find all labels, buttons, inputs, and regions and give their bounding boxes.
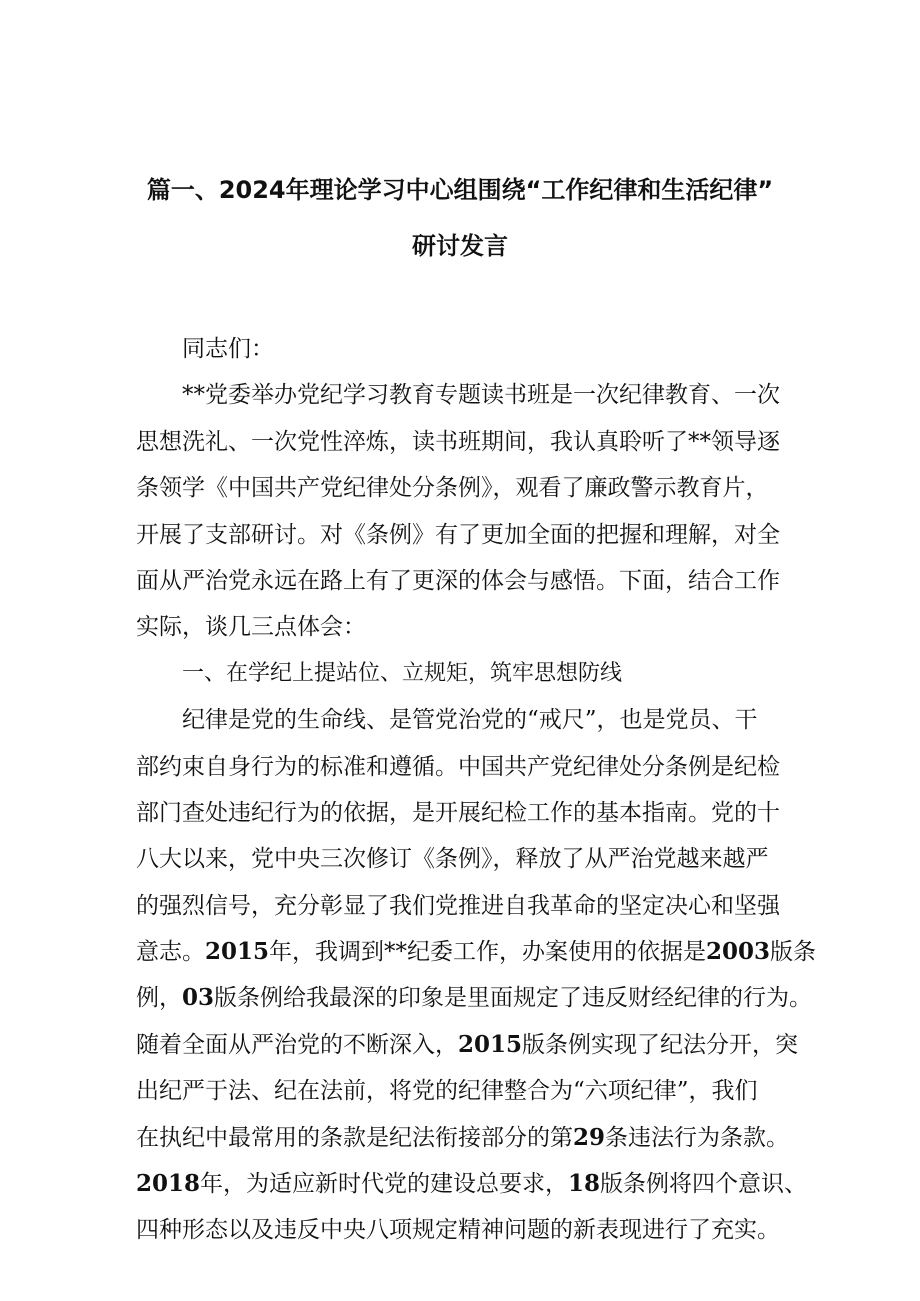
paragraph-2-line (136, 975, 813, 1021)
paragraph-2-line: 纪律是党的生命线、是管党治党的“戒尺”，也是党员、干 (182, 707, 758, 734)
paragraph-1-line: 条领学《中国共产党纪律处分条例》，观看了廉政警示教育片， (136, 475, 769, 502)
document-title-line-1: 篇一、2024年理论学习中心组围绕“工作纪律和生活纪律” (146, 176, 774, 204)
paragraph-2-line: 四种形态以及违反中央八项规定精神问题的新表现进行了充实。 (136, 1217, 780, 1244)
paragraph-1-line: **党委举办党纪学习教育专题读书班是一次纪律教育、一次 (182, 382, 780, 409)
article-number: 29 (573, 1123, 606, 1151)
year-number: 2003 (706, 938, 771, 966)
paragraph-2-line: 部门查处违纪行为的依据，是开展纪检工作的基本指南。党的十 (136, 799, 780, 826)
paragraph-1-line: 面从严治党永远在路上有了更深的体会与感悟。下面，结合工作 (136, 567, 780, 594)
text-run: 版条 (770, 939, 817, 966)
paragraph-2-line (136, 929, 817, 975)
section-heading-1: 一、在学纪上提站位、立规矩，筑牢思想防线 (182, 660, 623, 686)
text-run: 随着全面从严治党的不断深入， (136, 1031, 458, 1058)
text-run: 意志。 (136, 939, 205, 966)
year-number: 2015 (205, 938, 270, 966)
year-number: 2015 (458, 1030, 523, 1058)
text-run: 例， (136, 985, 182, 1012)
paragraph-2-line (136, 1161, 808, 1207)
paragraph-1-line: 实际，谈几三点体会： (136, 614, 366, 641)
text-run: 条违法行为条款。 (605, 1124, 790, 1151)
text-run: 版条例将四个意识、 (600, 1171, 808, 1198)
paragraph-1-line: 开展了支部研讨。对《条例》有了更加全面的把握和理解，对全 (136, 521, 780, 548)
salutation: 同志们： (182, 336, 274, 362)
year-number: 2018 (136, 1170, 201, 1198)
text-run: 年，我调到**纪委工作，办案使用的依据是 (269, 939, 707, 966)
paragraph-1-line: 思想洗礼、一次党性淬炼，读书班期间，我认真聆听了**领导逐 (136, 428, 780, 455)
text-run: 版条例实现了纪法分开，突 (522, 1031, 799, 1058)
paragraph-2-line: 的强烈信号，充分彰显了我们党推进自我革命的坚定决心和坚强 (136, 892, 780, 919)
document-body (136, 326, 817, 1254)
version-number: 03 (182, 984, 215, 1012)
paragraph-2-line: 部约束自身行为的标准和遵循。中国共产党纪律处分条例是纪检 (136, 753, 780, 780)
document-title-line-2: 研讨发言 (412, 232, 508, 260)
paragraph-2-line: 出纪严于法、纪在法前，将党的纪律整合为“六项纪律”，我们 (136, 1078, 758, 1105)
paragraph-2-line: 八大以来，党中央三次修订《条例》，释放了从严治党越来越严 (136, 846, 769, 873)
text-run: 版条例给我最深的印象是里面规定了违反财经纪律的行为。 (214, 985, 813, 1012)
paragraph-2-line (136, 1115, 792, 1161)
version-number: 18 (568, 1170, 601, 1198)
text-run: 在执纪中最常用的条款是纪法衔接部分的第 (136, 1124, 573, 1151)
paragraph-2-line (136, 1022, 799, 1068)
text-run: 年，为适应新时代党的建设总要求， (200, 1171, 569, 1198)
